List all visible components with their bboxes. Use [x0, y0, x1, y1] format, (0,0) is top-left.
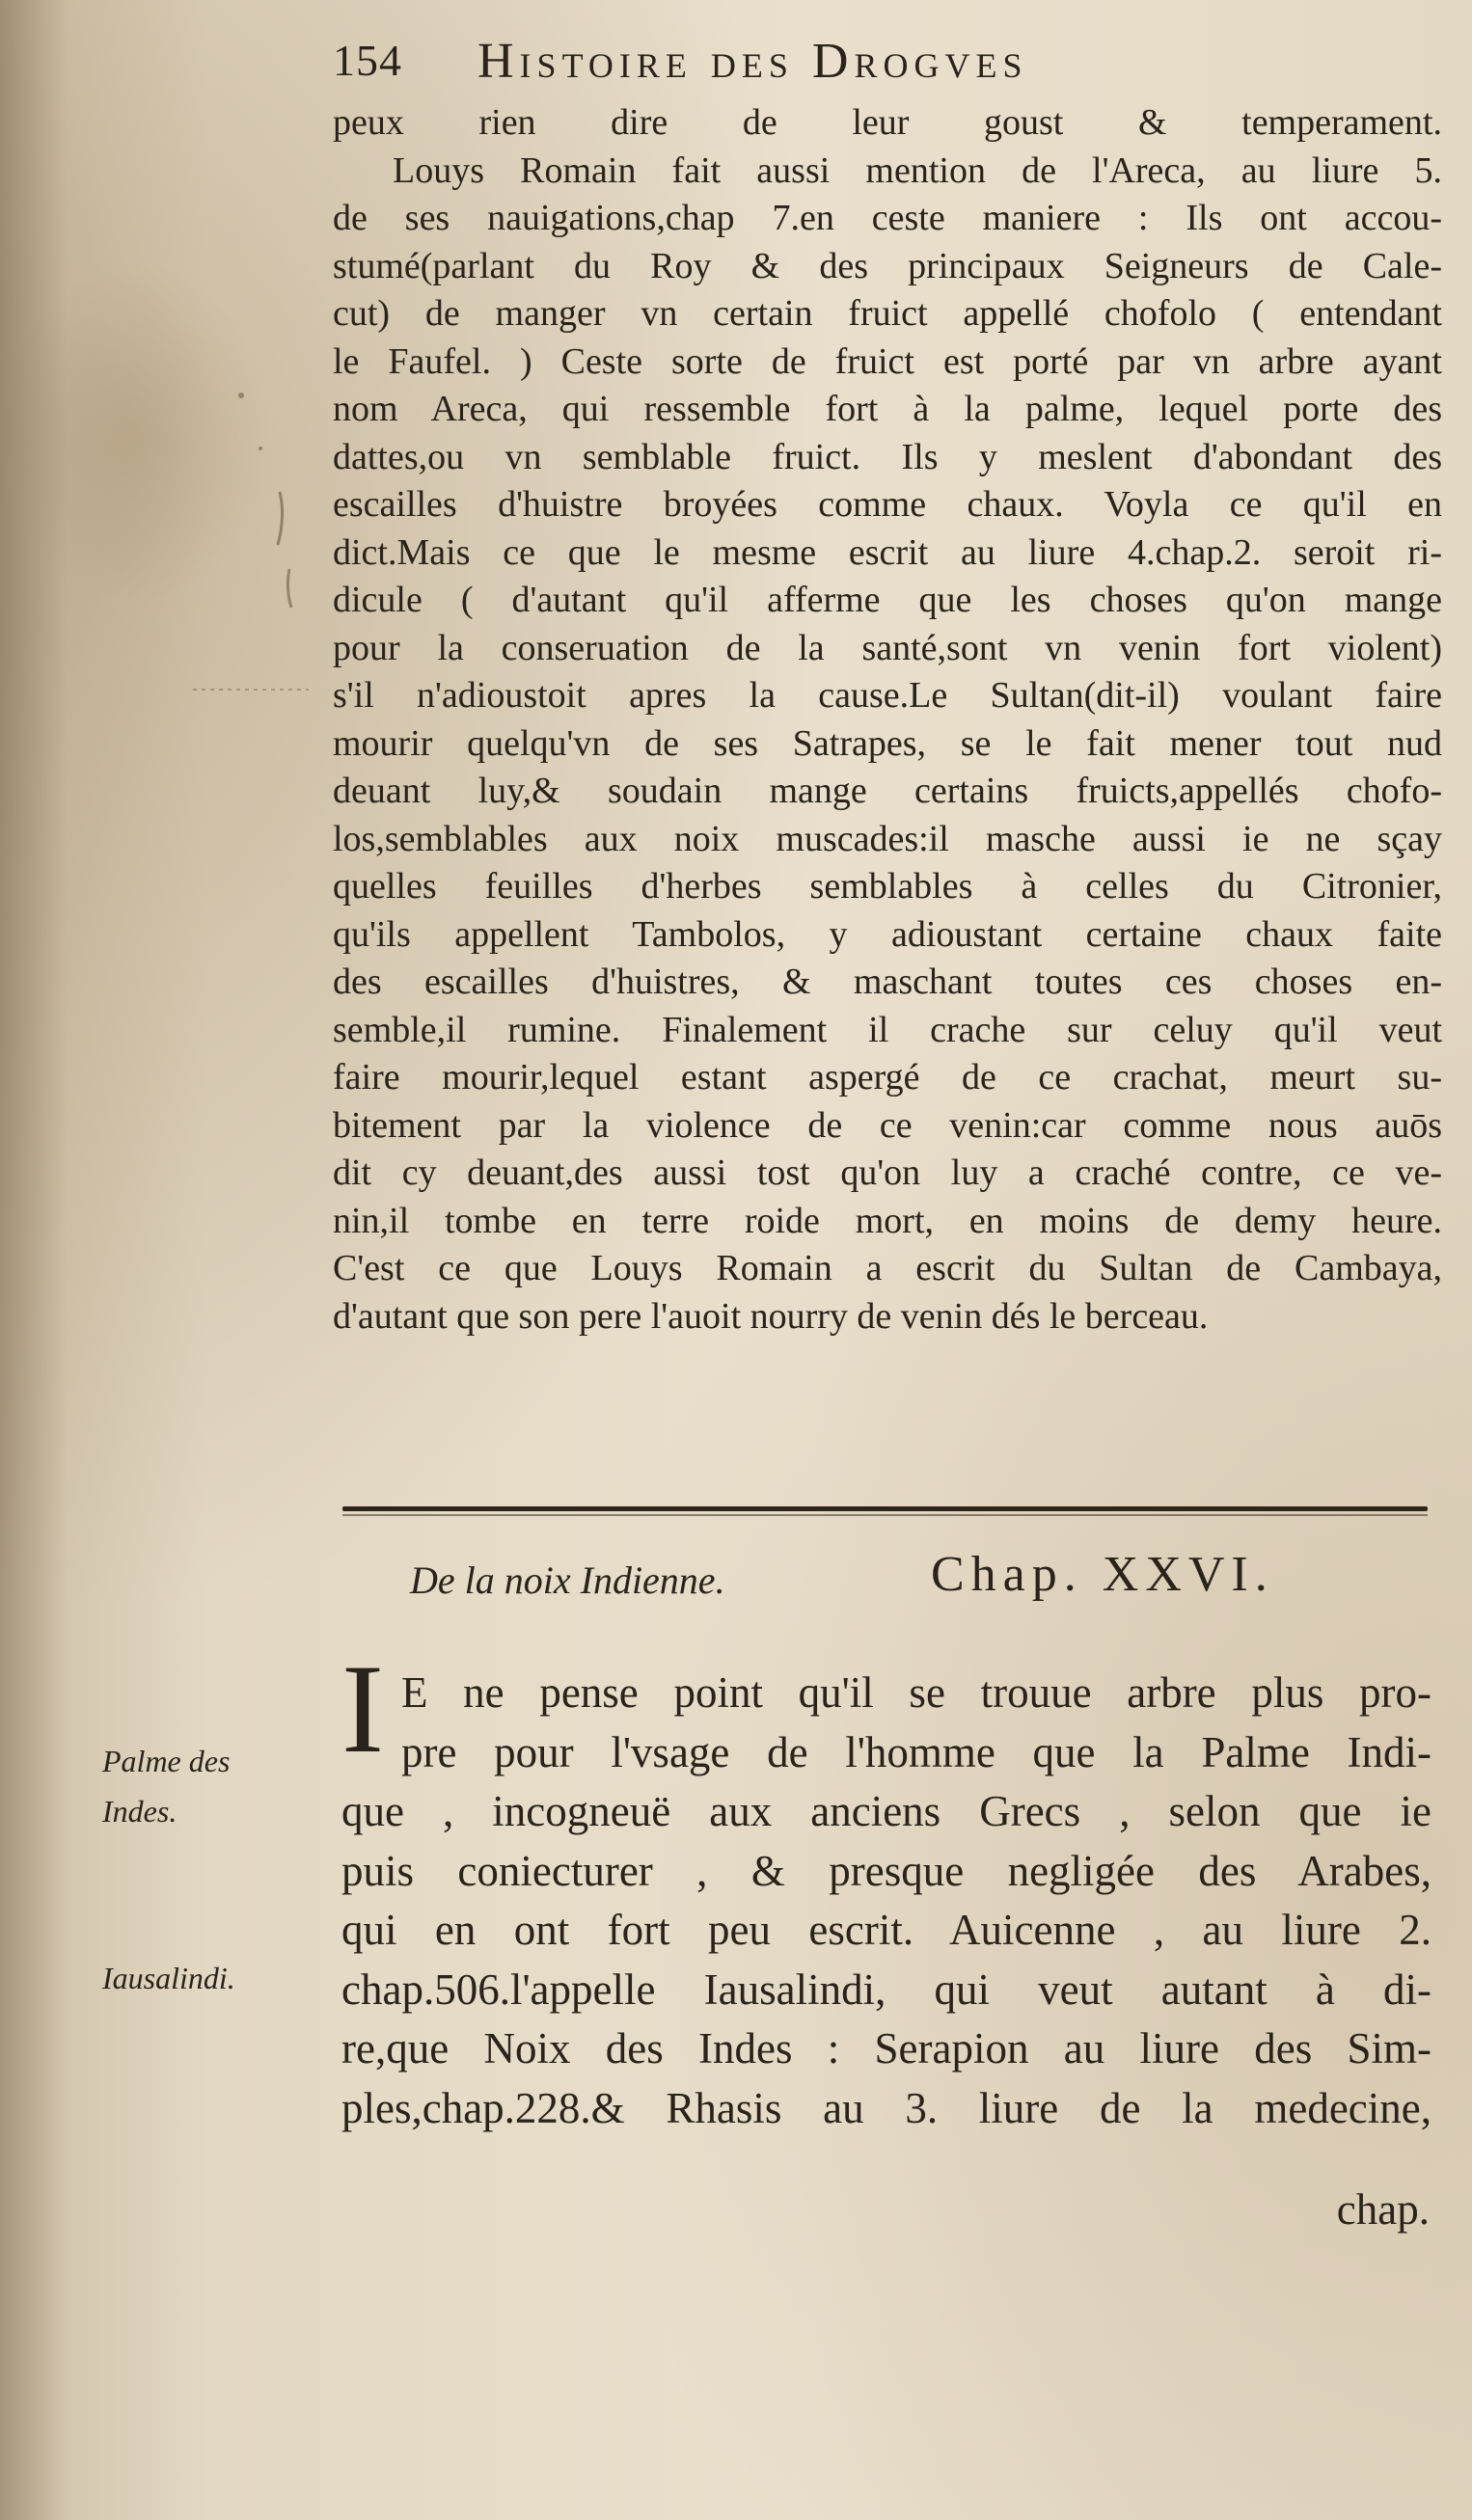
- margin-note-palme: Palme des Indes.: [102, 1744, 231, 1829]
- text-line: d'autant que son pere l'auoit nourry de venin dés le berceau.: [333, 1295, 1209, 1337]
- text-line: quelles feuilles d'herbes semblables à celles du Citronier,: [333, 866, 1442, 907]
- text-line: pre pour l'vsage de l'homme que la Palme Indi-: [401, 1727, 1431, 1776]
- text-line: chap.506.l'appelle Iausalindi, qui veut autant à di-: [341, 1965, 1431, 2014]
- chapter-number: Chap. XXVI.: [931, 1547, 1274, 1602]
- text-line: pour la conseruation de la santé,sont vn venin fort violent): [333, 627, 1442, 668]
- chapter-divider-rule: [342, 1506, 1428, 1511]
- chapter-divider-rule-thin: [342, 1514, 1428, 1516]
- text-line: escailles d'huistre broyées comme chaux. Voyla ce qu'il en: [333, 484, 1442, 525]
- text-line: dattes,ou vn semblable fruict. Ils y meslent d'abondant des: [333, 436, 1442, 477]
- text-line: dict.Mais ce que le mesme escrit au liure 4.chap.2. seroit ri-: [333, 531, 1442, 573]
- text-line: dit cy deuant,des aussi tost qu'on luy a craché contre, ce ve-: [333, 1152, 1442, 1193]
- drop-cap: I: [341, 1638, 384, 1779]
- running-title: Histoire des Drogves: [477, 34, 1028, 89]
- chapter-text: [341, 1664, 1431, 2138]
- margin-note-iausalindi: Iausalindi.: [102, 1961, 235, 1995]
- text-line: los,semblables aux noix muscades:il masche aussi ie ne sçay: [333, 818, 1442, 859]
- text-line: de ses nauigations,chap 7.en ceste maniere : Ils ont accou-: [333, 198, 1442, 238]
- text-line: peux rien dire de leur goust & temperament.: [333, 102, 1442, 143]
- text-line: le Faufel. ) Ceste sorte de fruict est porté par vn arbre ayant: [333, 340, 1442, 382]
- text-line: des escailles d'huistres, & maschant toutes ces choses en-: [333, 962, 1442, 1002]
- chapter-heading: [410, 1546, 1375, 1613]
- page-header: [333, 27, 1423, 95]
- text-line: cut) de manger vn certain fruict appellé chofolo ( entendant: [333, 293, 1442, 334]
- text-line: nin,il tombe en terre roide mort, en moins de demy heure.: [333, 1200, 1442, 1241]
- text-line: E ne pense point qu'il se trouue arbre plus pro-: [401, 1668, 1431, 1717]
- page-number: 154: [333, 36, 402, 85]
- text-line: mourir quelqu'vn de ses Satrapes, se le fait mener tout nud: [333, 722, 1442, 764]
- text-line: re,que Noix des Indes : Serapion au liure des Sim-: [341, 2024, 1431, 2073]
- text-line: deuant luy,& soudain mange certains fruicts,appellés chofo-: [333, 771, 1442, 811]
- text-line: semble,il rumine. Finalement il crache sur celuy qu'il veut: [333, 1009, 1442, 1050]
- text-line: Louys Romain fait aussi mention de l'Areca, au liure 5.: [393, 149, 1442, 191]
- chapter-subject: De la noix Indienne.: [410, 1558, 725, 1602]
- text-line: ples,chap.228.& Rhasis au 3. liure de la medecine,: [341, 2083, 1431, 2132]
- text-line: que , incogneuë aux anciens Grecs , selon que ie: [341, 1787, 1431, 1835]
- text-line: bitement par la violence de ce venin:car comme nous auōs: [333, 1104, 1442, 1146]
- ink-specks: [174, 376, 328, 762]
- text-line: dicule ( d'autant qu'il afferme que les choses qu'on mange: [333, 580, 1442, 620]
- text-line: faire mourir,lequel estant aspergé de ce crachat, meurt su-: [333, 1057, 1442, 1097]
- text-line: stumé(parlant du Roy & des principaux Seigneurs de Cale-: [333, 245, 1442, 286]
- catchword: chap.: [1336, 2185, 1430, 2234]
- text-line: nom Areca, qui ressemble fort à la palme, lequel porte des: [333, 389, 1442, 429]
- text-line: qu'ils appellent Tambolos, y adioustant certaine chaux faite: [333, 913, 1442, 955]
- text-line: C'est ce que Louys Romain a escrit du Sultan de Cambaya,: [333, 1248, 1442, 1288]
- body-text: [333, 99, 1442, 1341]
- text-line: s'il n'adioustoit apres la cause.Le Sultan(dit-il) voulant faire: [333, 675, 1442, 716]
- text-line: qui en ont fort peu escrit. Auicenne , au liure 2.: [341, 1906, 1431, 1954]
- text-line: puis coniecturer , & presque negligée des Arabes,: [341, 1846, 1431, 1895]
